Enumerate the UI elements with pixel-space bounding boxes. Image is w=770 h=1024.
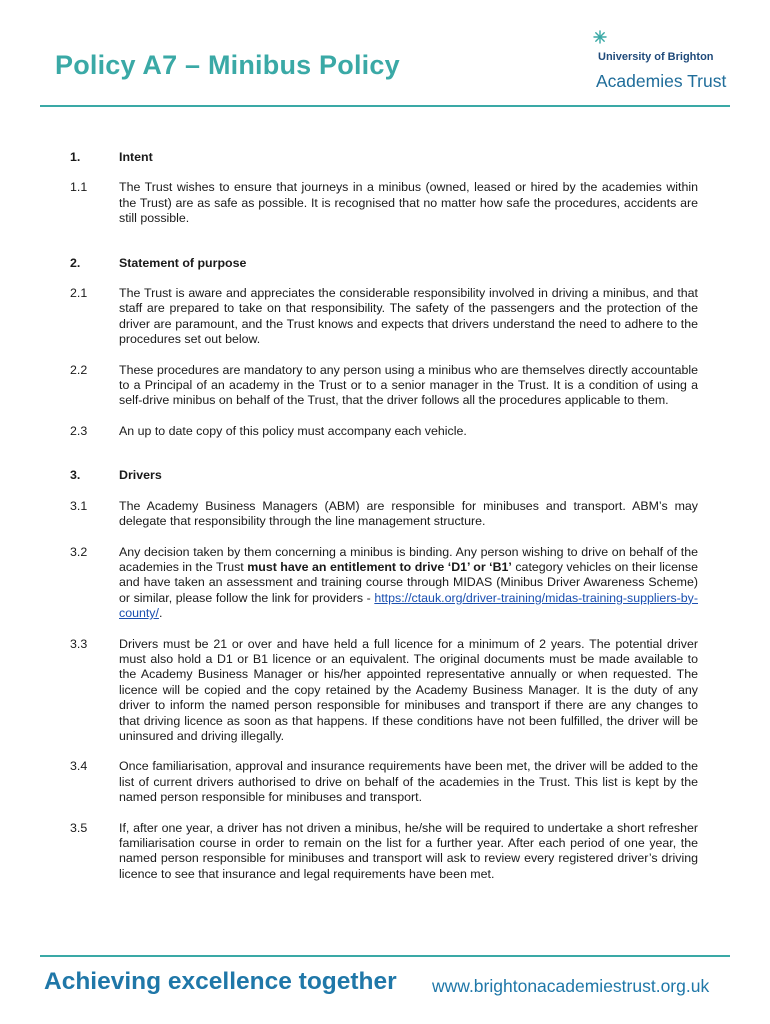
paragraph-text-part: . [158, 606, 163, 621]
midas-providers-link[interactable]: https://ctauk.org/driver-training/midas-training-suppliers-by-county/ [119, 590, 698, 621]
paragraph-number: 3.4 [70, 759, 88, 774]
paragraph-text: Drivers must be 21 or over and have held a full licence for a minimum of 2 years. The potential driver must also hold a D1 or B1 licence or an equivalent. The original documents must be made available to the Academy Business Manager or his/her appointed representative annually or when requested. The licence will be copied and the copy retained by the Academy Business Manager. It is the duty of any driver to inform the named person responsible for minibuses and transport if there are any changes to that driving licence as soon as that happens. If these conditions have not been fulfilled, the driver will be uninsured and driving illegally. [119, 636, 698, 743]
paragraph-3-4 [70, 759, 698, 805]
logo-trust-text: Academies Trust [596, 71, 727, 91]
paragraph-3-1 [70, 499, 698, 530]
section-number: 3. [70, 468, 81, 483]
paragraph-number: 2.3 [70, 423, 88, 438]
section-intent [70, 150, 698, 165]
paragraph-number: 2.1 [70, 286, 88, 301]
logo-university-text: University of Brighton [598, 51, 714, 63]
paragraph-text: Once familiarisation, approval and insurance requirements have been met, the driver will be added to the list of current drivers authorised to drive on behalf of the academies in the Trust. This list is kept by the named person responsible for minibuses and transport. [119, 759, 698, 805]
paragraph-text: The Trust is aware and appreciates the considerable responsibility involved in driving a minibus, and that staff are prepared to take on that responsibility. The safety of the passengers and the protection of the driver are paramount, and the Trust knows and expects that drivers understand the need to adhere to the procedures set out below. [119, 286, 698, 347]
section-heading: Intent [119, 150, 153, 164]
paragraph-text: An up to date copy of this policy must accompany each vehicle. [119, 423, 467, 438]
star-icon [593, 30, 607, 49]
paragraph-3-2 [70, 545, 698, 622]
paragraph-text: These procedures are mandatory to any person using a minibus who are themselves directly accountable to a Principal of an academy in the Trust or to a senior manager in the Trust. It is a condition of using a self-drive minibus on behalf of the Trust, that the driver follows all the procedures applicable to them. [119, 362, 698, 408]
footer-slogan: Achieving excellence together [44, 968, 397, 995]
section-heading: Statement of purpose [119, 255, 247, 270]
paragraph-number: 1.1 [70, 180, 88, 195]
header-divider [40, 105, 730, 107]
paragraph-text [119, 545, 698, 622]
paragraph-number: 3.2 [70, 544, 88, 559]
paragraph-number: 2.2 [70, 362, 88, 377]
paragraph-2-2 [70, 363, 698, 409]
section-statement-of-purpose [70, 256, 698, 271]
paragraph-text-part: Any decision taken by them concerning a minibus is binding. Any person wishing to drive on behalf of the academies in the Trust [119, 544, 698, 574]
section-number: 2. [70, 255, 81, 270]
entitlement-requirement: must have an entitlement to drive ‘D1’ or ‘B1’ [247, 559, 512, 574]
paragraph-text: The Trust wishes to ensure that journeys in a minibus (owned, leased or hired by the academies within the Trust) are as safe as possible. It is recognised that no matter how safe the procedures, accidents are still possible. [119, 180, 698, 226]
policy-body [70, 150, 698, 882]
paragraph-1-1 [70, 180, 698, 226]
paragraph-3-5 [70, 821, 698, 883]
footer-divider [40, 955, 730, 957]
paragraph-2-3 [70, 424, 698, 439]
paragraph-number: 3.5 [70, 820, 88, 835]
footer-website: www.brightonacademiestrust.org.uk [432, 976, 710, 996]
paragraph-text-part: category vehicles on their license and have taken an assessment and training course through MIDAS (Minibus Driver Awareness Scheme) or similar, please follow the link for providers - [119, 559, 698, 605]
section-heading: Drivers [119, 468, 162, 483]
page-title: Policy A7 – Minibus Policy [55, 50, 400, 80]
paragraph-number: 3.1 [70, 498, 88, 513]
paragraph-number: 3.3 [70, 636, 88, 651]
paragraph-2-1 [70, 286, 698, 348]
paragraph-3-3 [70, 637, 698, 745]
section-number: 1. [70, 150, 81, 164]
paragraph-text: If, after one year, a driver has not driven a minibus, he/she will be required to undertake a short refresher familiarisation course in order to remain on the list for a further year. After each period of one year, the named person responsible for minibuses and transport will ask to review every registered driver’s driving licence to see that insurance and legal requirements have been met. [119, 820, 698, 881]
paragraph-text: The Academy Business Managers (ABM) are responsible for minibuses and transport. ABM’s may delegate that responsibility through the line management structure. [119, 498, 698, 529]
section-drivers [70, 468, 698, 483]
